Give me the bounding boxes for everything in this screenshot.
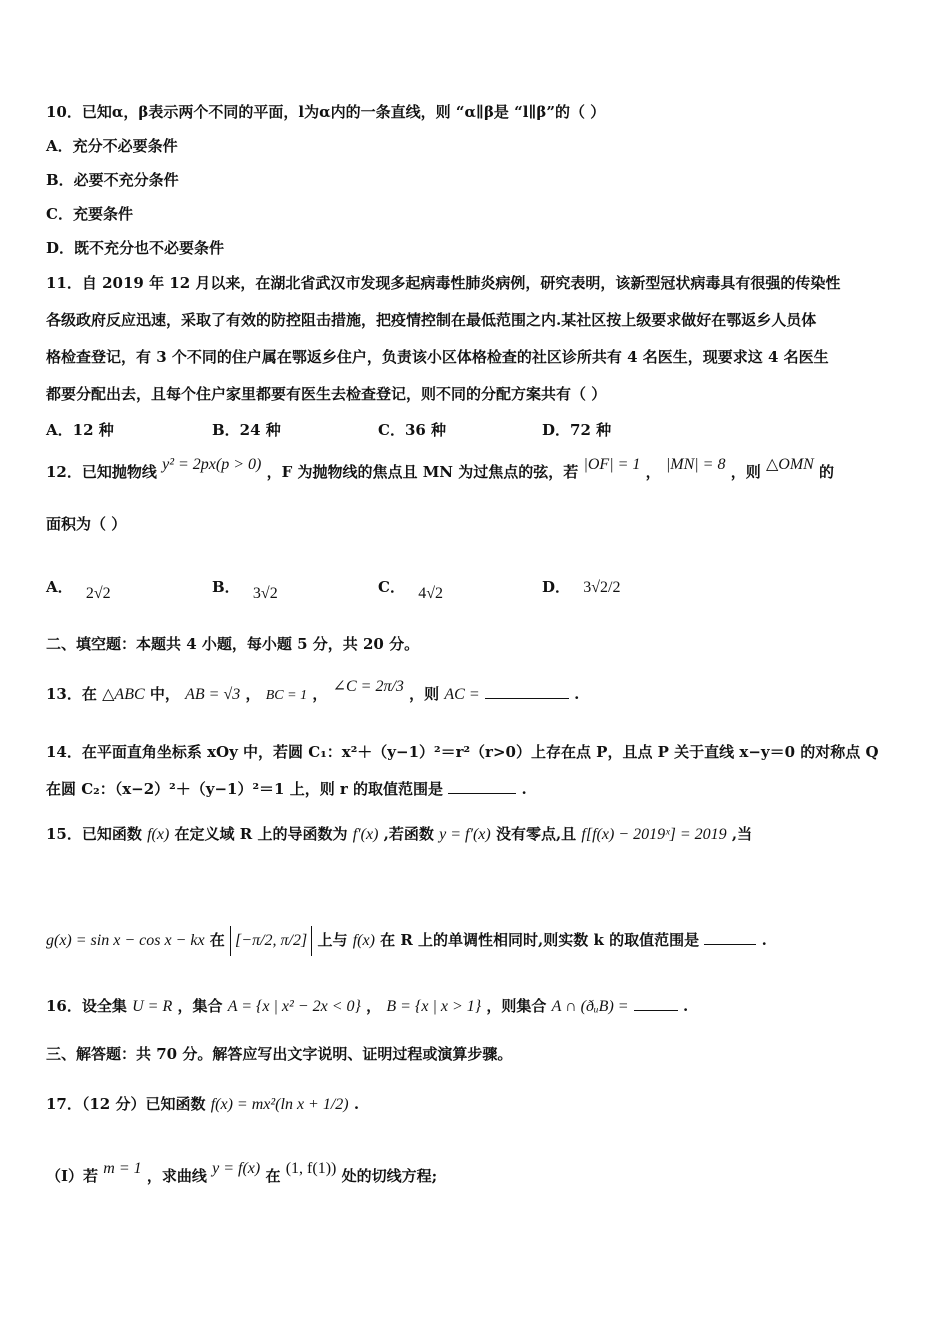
q15-text-7: 在 R 上的单调性相同时,则实数 k 的取值范围是 (380, 931, 700, 949)
q16-end: . (683, 997, 689, 1015)
q15-condition: f[f(x) − 2019ˣ] = 2019 (581, 826, 727, 843)
q16-text-2: ， (366, 997, 382, 1015)
q10-option-c: C．充要条件 (46, 205, 133, 223)
q12-option-d (542, 576, 620, 597)
q11-option-a: A．12 种 (46, 421, 114, 439)
q12-option-b-label: B． (212, 578, 240, 596)
q15-text-1: 在定义域 R 上的导函数为 (174, 825, 348, 843)
q15-gx: g(x) = sin x − cos x − kx (46, 932, 205, 949)
q13-triangle: △ABC (102, 686, 145, 703)
q17-m-value: m = 1 (103, 1160, 142, 1177)
q15-text-6: 上与 (317, 931, 348, 949)
q12-option-c-value: 4√2 (418, 585, 443, 602)
q12-line-2: 面积为（ ） (46, 515, 127, 533)
q12-text-3: 的 (819, 463, 835, 481)
q16-number: 16．设全集 (46, 997, 127, 1015)
section-2-heading: 二、填空题：本题共 4 小题，每小题 5 分，共 20 分。 (46, 635, 420, 653)
q12-option-a (46, 576, 111, 602)
q15-answer-blank (704, 930, 756, 945)
q17-part-1-number: （Ⅰ）若 (46, 1167, 99, 1185)
q13-end: . (574, 685, 580, 703)
q13-number: 13．在 (46, 685, 97, 703)
q12-text-2: ，则 (730, 463, 761, 481)
q17-function: f(x) = mx²(ln x + 1/2) (210, 1096, 349, 1113)
q17-line (46, 1094, 359, 1115)
q11-option-b: B．24 种 (212, 421, 281, 439)
q12-of-formula: |OF| = 1 (583, 456, 641, 473)
q15-interval: [−π/2, π/2] (230, 926, 312, 956)
q10-option-a: A．充分不必要条件 (46, 137, 178, 155)
q16-line (46, 996, 688, 1017)
q10-option-b: B．必要不充分条件 (46, 171, 179, 189)
q11-line-2: 各级政府反应迅速，采取了有效的防控阻击措施，把疫情控制在最低范围之内.某社区按上级要求做好在鄂返乡人员体 (46, 311, 817, 329)
q14-answer-blank (448, 779, 516, 794)
q12-triangle-formula: △OMN (765, 456, 814, 473)
q12-option-a-value: 2√2 (85, 585, 111, 602)
q13-ac: AC = (444, 686, 480, 703)
q17-point: (1, f(1)) (285, 1160, 337, 1177)
q12-option-a-label: A． (46, 578, 73, 596)
q12-option-d-value: 3√2/2 (583, 579, 621, 596)
q13-line (46, 678, 580, 706)
q17-part-1 (46, 1160, 438, 1187)
q16-expression: A ∩ (ðᵤB) = (551, 998, 629, 1015)
q12-option-b (212, 576, 278, 602)
q17-curve: y = f(x) (212, 1160, 261, 1177)
q15-line-1 (46, 824, 752, 845)
q13-text-4: ，则 (409, 685, 440, 703)
q16-set-a: A = {x | x² − 2x < 0} (227, 998, 361, 1015)
q11-option-c: C．36 种 (378, 421, 447, 439)
q12-option-c-label: C． (378, 578, 405, 596)
q17-number: 17．（12 分）已知函数 (46, 1095, 206, 1113)
q12-option-b-value: 3√2 (252, 585, 278, 602)
q12-option-d-label: D． (542, 578, 571, 596)
q16-set-b: B = {x | x > 1} (386, 998, 482, 1015)
q17-end: . (353, 1095, 360, 1113)
q14-end: . (521, 780, 527, 798)
q13-angle: ∠C = 2π/3 (332, 678, 404, 695)
q16-answer-blank (634, 996, 678, 1011)
q13-bc: BC = 1 (265, 688, 308, 703)
q12-parabola-formula: y² = 2px(p > 0) (162, 456, 262, 473)
q13-text-1: 中， (149, 685, 180, 703)
q15-end: . (761, 931, 767, 949)
q15-yfp: y = f′(x) (439, 826, 491, 843)
q15-text-2: ,若函数 (383, 825, 434, 843)
q12-mn-formula: |MN| = 8 (665, 456, 726, 473)
q15-number: 15．已知函数 (46, 825, 142, 843)
q12-number: 12．已知抛物线 (46, 463, 157, 481)
q10-stem: 10．已知α，β表示两个不同的平面，l为α内的一条直线，则 “α∥β是 “l∥β”的（ ） (46, 103, 606, 121)
q12-option-c (378, 576, 443, 602)
q11-line-1: 11．自 2019 年 12 月以来，在湖北省武汉市发现多起病毒性肺炎病例，研究表明，该新型冠状病毒具有很强的传染性 (46, 274, 841, 292)
q12-line-1 (46, 456, 835, 483)
q11-line-3: 格检查登记，有 3 个不同的住户属在鄂返乡住户，负责该小区体格检查的社区诊所共有 4 名医生，现要求这 4 名医生 (46, 348, 829, 366)
q15-fpx: f′(x) (352, 826, 379, 843)
q15-fx: f(x) (147, 826, 170, 843)
q14-line-2-text: 在圆 C₂：（x−2）²＋（y−1）²＝1 上，则 r 的取值范围是 (46, 780, 444, 798)
q16-universal-set: U = R (132, 998, 173, 1015)
q13-answer-blank (485, 684, 569, 699)
q13-text-3: ， (312, 685, 328, 703)
q11-line-4: 都要分配出去，且每个住户家里都要有医生去检查登记，则不同的分配方案共有（ ） (46, 385, 607, 403)
q15-line-2 (46, 926, 767, 956)
q12-text-1: ，F 为抛物线的焦点且 MN 为过焦点的弦，若 (266, 463, 579, 481)
q10-option-d: D．既不充分也不必要条件 (46, 239, 225, 257)
section-3-heading: 三、解答题：共 70 分。解答应写出文字说明、证明过程或演算步骤。 (46, 1045, 513, 1063)
q15-text-4: ,当 (731, 825, 753, 843)
q15-fx-2: f(x) (352, 932, 375, 949)
q12-comma: ， (645, 463, 661, 481)
q17-part-1-text-1: ，求曲线 (146, 1167, 207, 1185)
q11-option-d: D．72 种 (542, 421, 612, 439)
q13-ab: AB = √3 (185, 686, 241, 703)
q17-part-1-text-2: 在 (265, 1167, 281, 1185)
q13-text-2: ， (245, 685, 261, 703)
q16-text-1: ，集合 (177, 997, 223, 1015)
q17-part-1-text-3: 处的切线方程; (341, 1167, 438, 1185)
q14-line-2 (46, 779, 527, 799)
q16-text-3: ，则集合 (486, 997, 547, 1015)
q15-text-5: 在 (209, 931, 225, 949)
q14-line-1: 14．在平面直角坐标系 xOy 中，若圆 C₁：x²＋（y−1）²＝r²（r>0）上存在点 P，且点 P 关于直线 x−y＝0 的对称点 Q (46, 743, 879, 761)
q15-text-3: 没有零点,且 (495, 825, 577, 843)
